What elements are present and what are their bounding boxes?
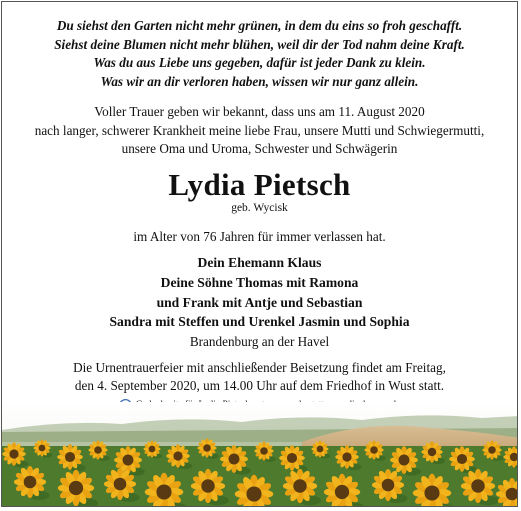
service-line: Die Urnentrauerfeier mit anschließender Beisetzung findet am Freitag, [73,360,446,375]
mourner-line: und Frank mit Antje und Sebastian [156,294,363,310]
sunflower-field-image [2,402,518,506]
mourner-line: Sandra mit Steffen und Urenkel Jasmin und Sophia [109,314,410,330]
announcement-line: nach langer, schwerer Krankheit meine liebe Frau, unsere Mutti und Schwiegermutti, [34,122,485,138]
service-info [2,359,517,395]
poem-line: Was wir an dir verloren haben, wissen wir nur ganz allein. [100,73,419,89]
age-line: im Alter von 76 Jahren für immer verlassen hat. [133,229,386,244]
poem-line: Du siehst den Garten nicht mehr grünen, in dem du eins so froh geschafft. [56,18,463,33]
location: Brandenburg an der Havel [189,334,330,349]
deceased-name: Lydia Pietsch [168,167,351,202]
mourner-line: Dein Ehemann Klaus [197,255,322,270]
announcement-line: unsere Oma und Uroma, Schwester und Schwägerin [121,141,398,156]
poem-line: Siehst deine Blumen nicht mehr blühen, weil dir der Tod nahm deine Kraft. [54,36,465,52]
announcement-line: Voller Trauer geben wir bekannt, dass uns am 11. August 2020 [94,104,425,119]
mourner-line: Deine Söhne Thomas mit Ramona [160,274,359,290]
poem-line: Was du aus Liebe uns gegeben, dafür ist jeder Dank zu klein. [93,55,426,70]
announcement [2,103,517,159]
obituary-card [1,1,518,507]
mourners-list [2,253,517,332]
service-line: den 4. September 2020, um 14.00 Uhr auf dem Friedhof in Wust statt. [74,378,445,393]
poem [2,17,517,91]
maiden-name: geb. Wycisk [231,202,288,214]
